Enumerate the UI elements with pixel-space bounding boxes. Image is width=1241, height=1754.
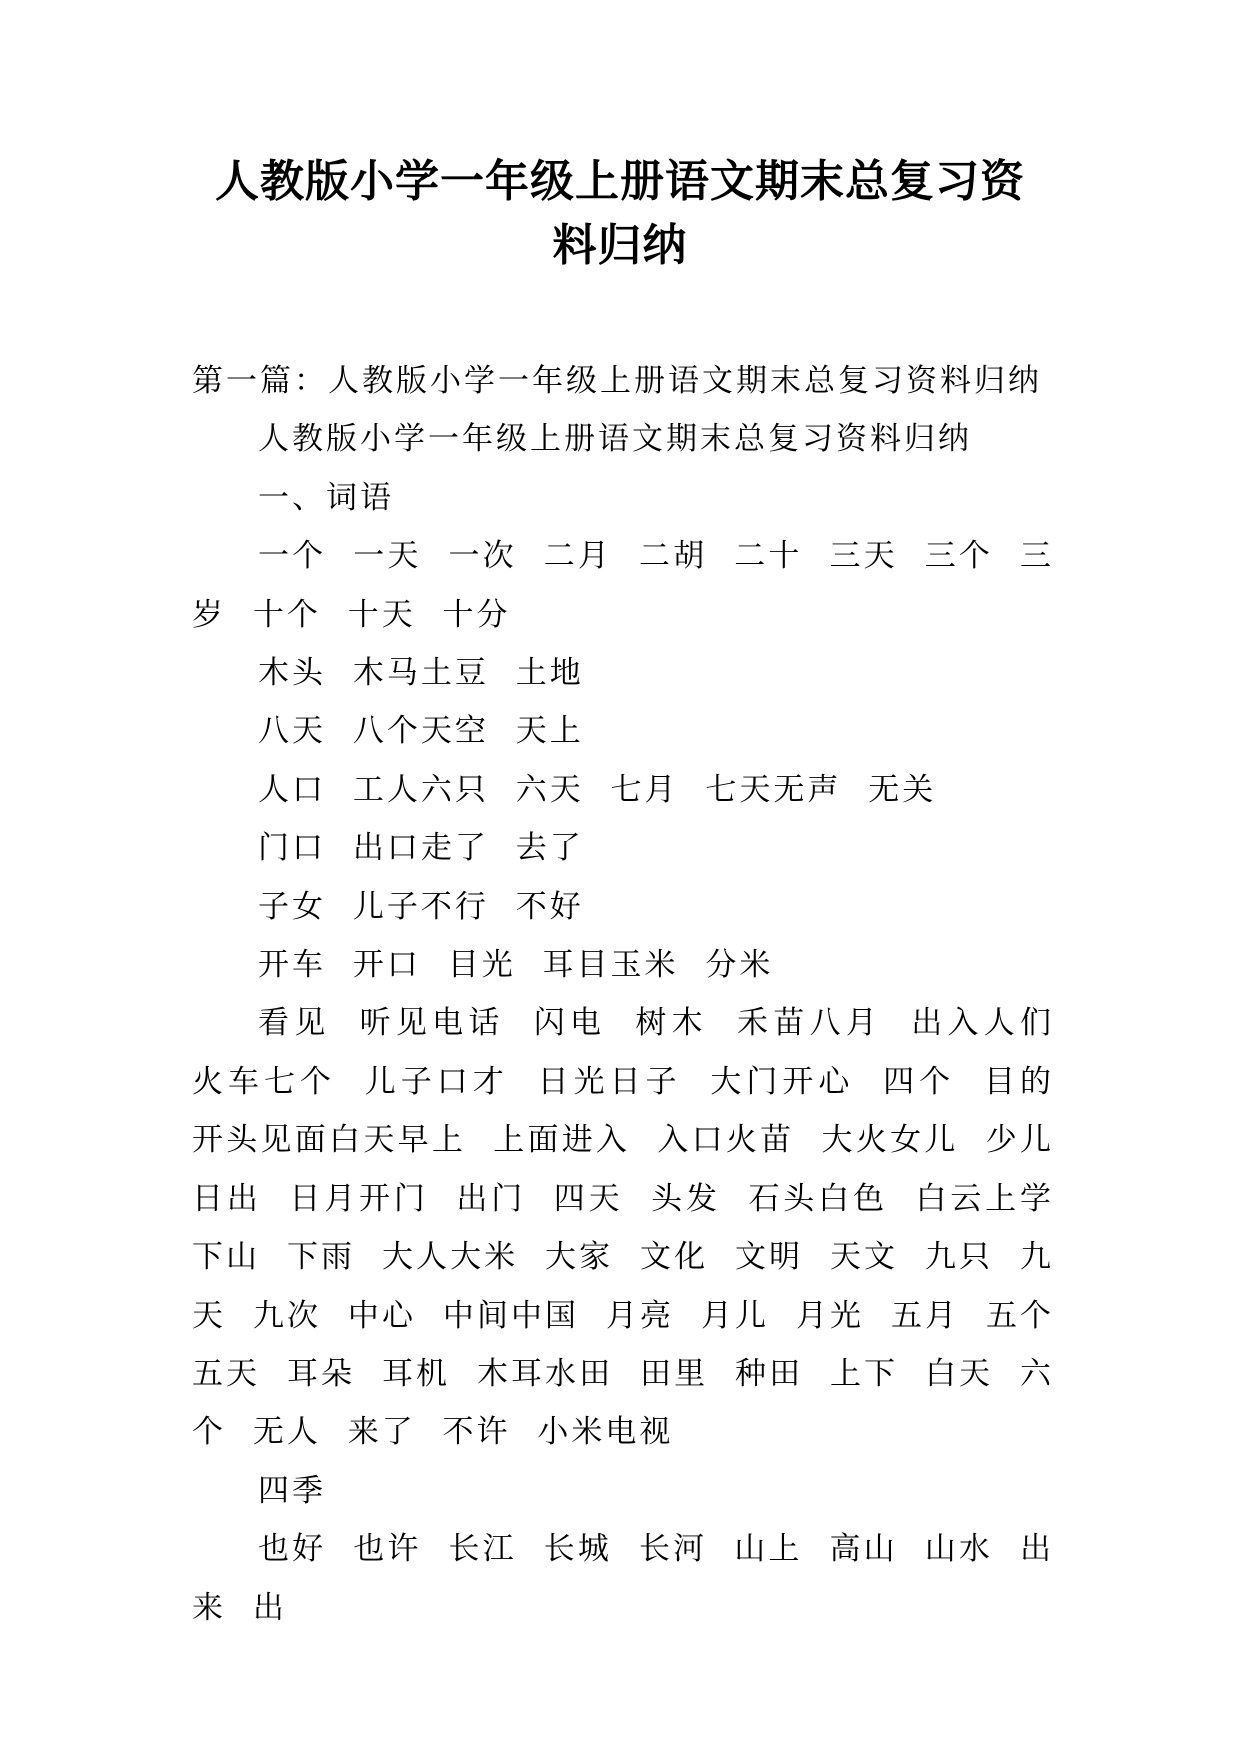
vocab-paragraph: 子女 儿子不行 不好 [258,888,584,925]
vocab-paragraph: 木头 木马土豆 土地 [258,655,584,692]
vocab-paragraph: 人口 工人六只 六天 七月 七天无声 无关 [258,771,937,808]
title-line-1: 人教版小学一年级上册语文期末总复习资 [215,156,1025,207]
vocab-paragraph: 也好 也许 长江 长城 长河 山上 高山 山水 出来 出 [192,1531,1054,1626]
document-title [180,150,1060,278]
section-heading: 第一篇：人教版小学一年级上册语文期末总复习资料归纳 [192,363,1042,399]
title-line-2: 料归纳 [552,220,688,271]
vocab-paragraph: 开车 开口 目光 耳目玉米 分米 [258,947,774,984]
vocab-paragraph: 看见 听见电话 闪电 树木 禾苗八月 出入人们 火车七个 儿子口才 日光日子 大门开心 四个 目的 开头见面白天早上 上面进入 入口火苗 大火女儿 少儿日出 日月开门 出门 四天 头发 石头白色 白云上学 下山 下雨 大人大米 大家 文化 文明 天文 九只 九天 九次 中心 中间中国 月亮 月儿 月光 五月 五个 五天 耳朵 耳机 木耳水田 田里 种田 上下 白天 六个 无人 来了 不许 小米电视 [192,1005,1054,1451]
vocab-paragraph: 八天 八个天空 天上 [258,713,584,750]
subheading-seasons: 四季 [258,1472,326,1509]
vocab-paragraph: 一个 一天 一次 二月 二胡 二十 三天 三个 三岁 十个 十天 十分 [192,538,1054,633]
subtitle-paragraph: 人教版小学一年级上册语文期末总复习资料归纳 [258,421,972,458]
part-heading-vocabulary: 一、词语 [258,479,394,516]
document-body [192,352,1054,1637]
vocab-paragraph: 门口 出口走了 去了 [258,830,584,867]
